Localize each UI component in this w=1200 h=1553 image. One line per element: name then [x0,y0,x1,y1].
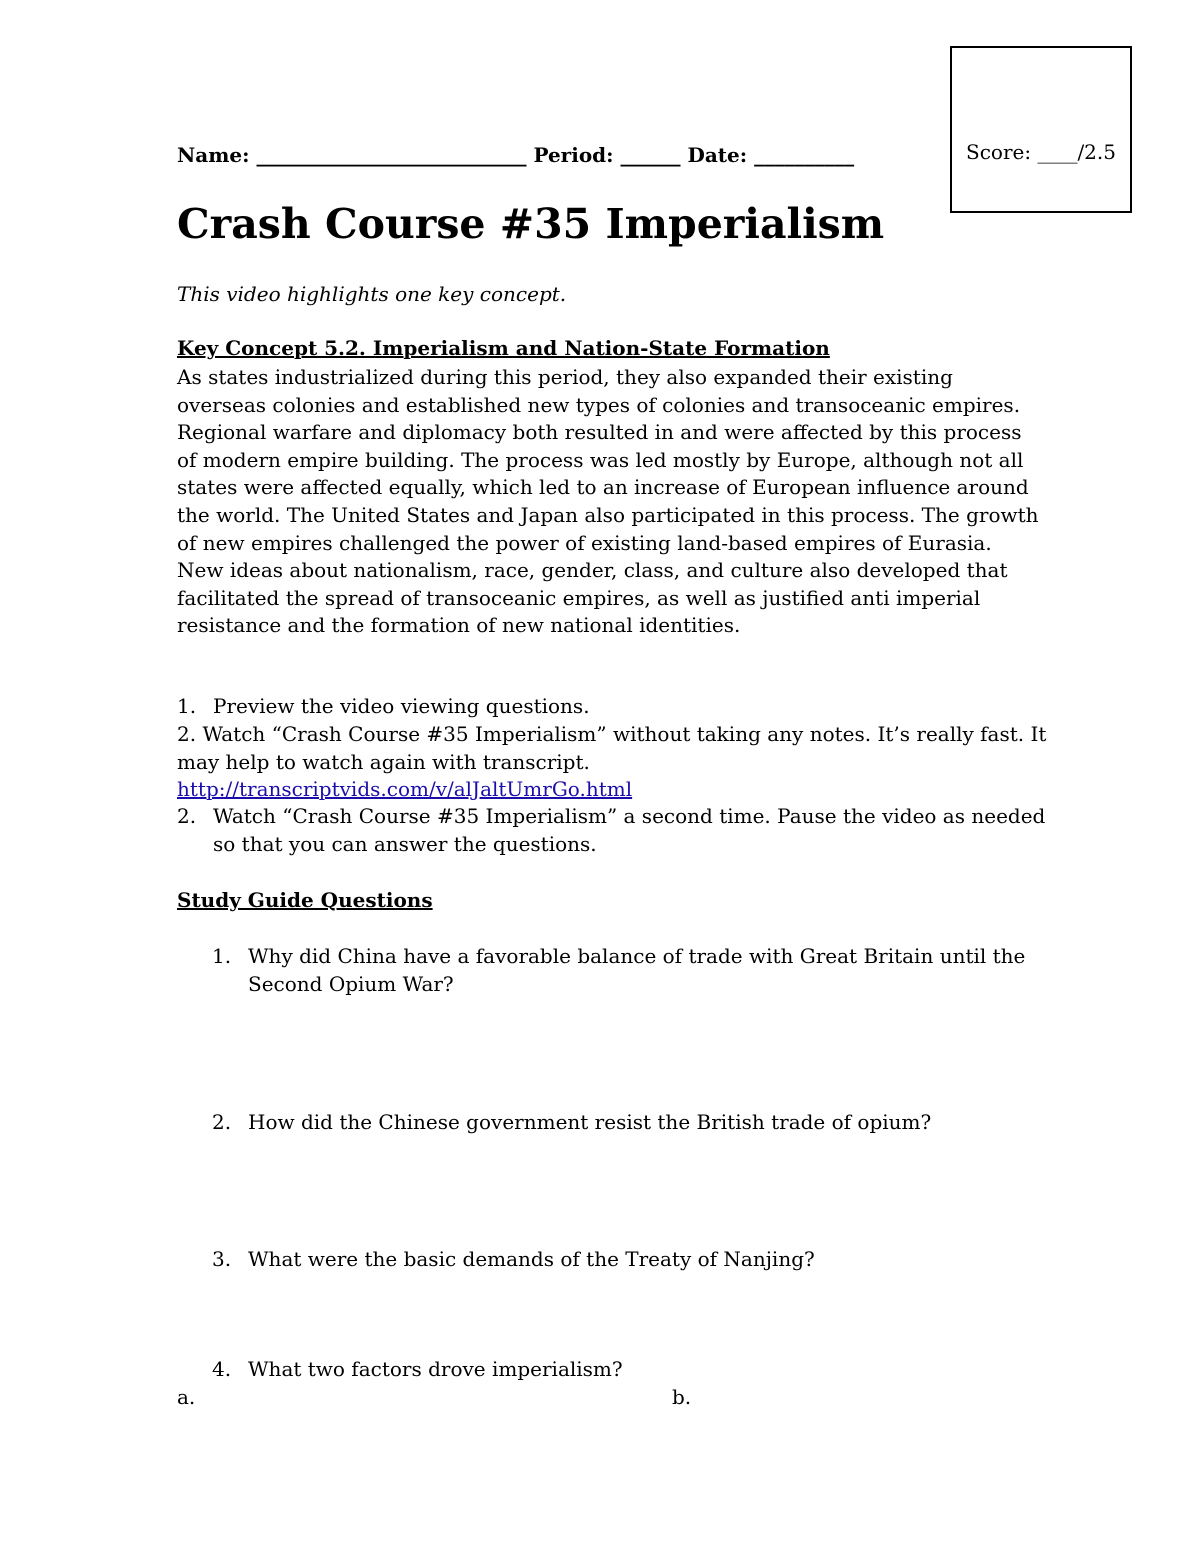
transcript-link-text[interactable]: http://transcriptvids.com/v/alJaltUmrGo.html [177,777,633,801]
step-number: 2. [177,804,197,828]
paragraph-line: Regional warfare and diplomacy both resulted in and were affected by this process [177,420,1022,445]
page-title: Crash Course #35 Imperialism [177,200,885,248]
key-concept-heading: Key Concept 5.2. Imperialism and Nation-State Formation [177,336,830,360]
step-text: Watch “Crash Course #35 Imperialism” a second time. Pause the video as needed [213,804,1046,828]
question-text: What were the basic demands of the Treaty of Nanjing? [248,1247,815,1271]
paragraph-line: New ideas about nationalism, race, gender, class, and culture also developed that [177,558,1008,583]
question-number: 3. [212,1247,232,1271]
paragraph-line: As states industrialized during this period, they also expanded their existing [177,365,953,389]
question-text: How did the Chinese government resist the British trade of opium? [248,1110,932,1134]
date-blank[interactable]: __________ [754,143,855,167]
step-number: 1. [177,694,197,718]
paragraph-line: of modern empire building. The process was led mostly by Europe, although not all [177,447,1024,472]
answer-b-label: b. [672,1385,692,1409]
score-total: /2.5 [1077,140,1116,164]
instruction-step-1 [177,694,590,718]
answer-a-label: a. [177,1385,196,1409]
study-guide-heading: Study Guide Questions [177,888,433,912]
paragraph-line: resistance and the formation of new national identities. [177,613,741,638]
question-text: What two factors drove imperialism? [248,1357,623,1381]
paragraph-line: the world. The United States and Japan also participated in this process. The growth [177,502,1039,527]
instruction-step-3-line-2: so that you can answer the questions. [213,832,597,856]
paragraph-line: overseas colonies and established new types of colonies and transoceanic empires. [177,392,1021,417]
score-label: Score: [966,140,1032,164]
paragraph-line: of new empires challenged the power of existing land-based empires of Eurasia. [177,530,992,555]
step-text: Preview the video viewing questions. [213,694,590,718]
question-number: 1. [212,944,232,968]
question-3 [212,1245,1032,1273]
key-concept-paragraph [177,364,1037,640]
score-box [950,46,1132,213]
instruction-step-3-line-1 [177,804,1045,828]
score-field [966,140,1116,164]
instruction-step-2-line-2: may help to watch again with transcript. [177,750,590,774]
transcript-link[interactable] [177,777,632,801]
score-blank[interactable]: ____ [1037,140,1078,164]
intro-text: This video highlights one key concept. [177,282,567,306]
question-number: 4. [212,1357,232,1381]
paragraph-line: facilitated the spread of transoceanic empires, as well as justified anti imperial [177,585,981,610]
question-text: Why did China have a favorable balance of trade with Great Britain until the Second Opium War? [248,944,1026,996]
period-blank[interactable]: ______ [620,143,681,167]
period-label: Period: [533,143,614,167]
name-blank[interactable]: ___________________________ [256,143,527,167]
question-4 [212,1355,1032,1383]
paragraph-line: states were affected equally, which led to an increase of European influence around [177,475,1029,500]
instruction-step-2-line-1: 2. Watch “Crash Course #35 Imperialism” without taking any notes. It’s really fast. It [177,722,1047,746]
question-2 [212,1108,1032,1136]
date-label: Date: [687,143,748,167]
header-line [177,143,854,167]
name-label: Name: [177,143,250,167]
question-1 [212,942,1032,998]
question-number: 2. [212,1110,232,1134]
